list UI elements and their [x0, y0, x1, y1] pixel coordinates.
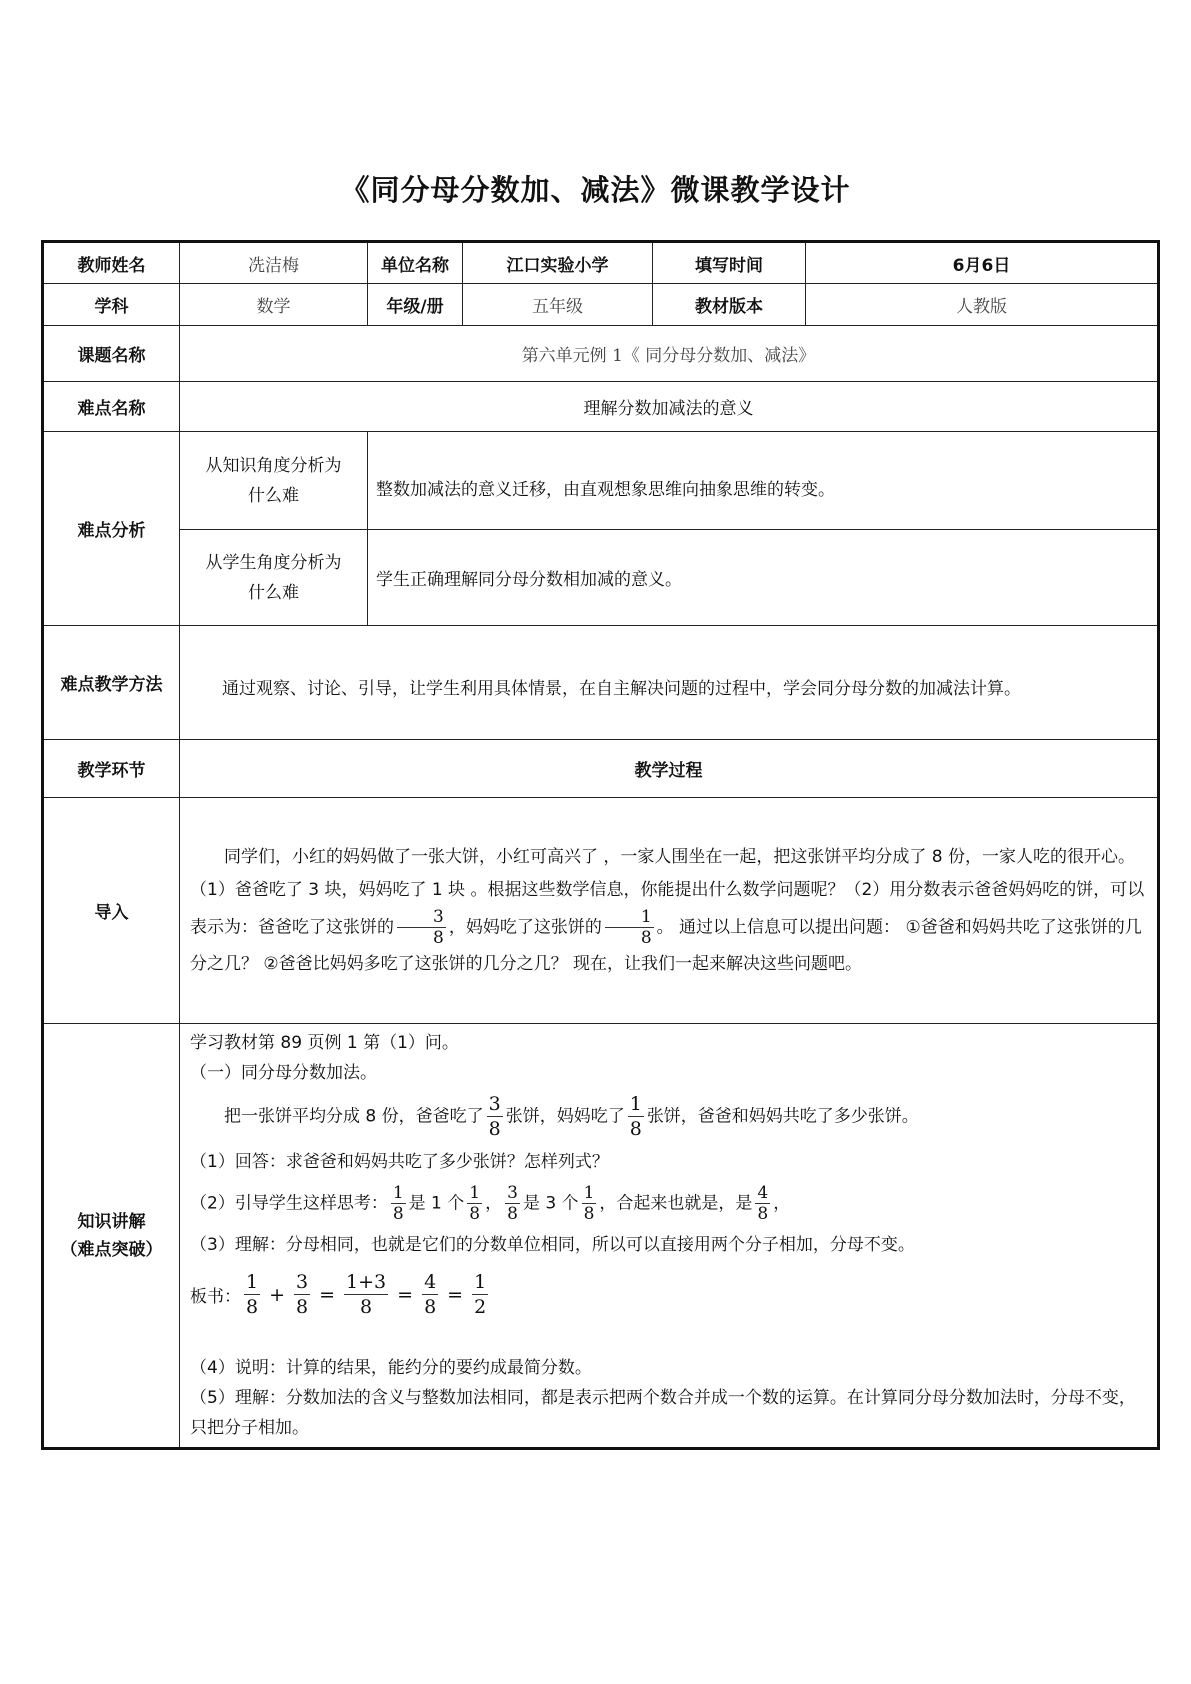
intro-row: [43, 798, 1159, 1024]
lesson-design-table: [41, 240, 1160, 1450]
fraction: $\frac{1}{8}$: [629, 1093, 642, 1140]
step-4: （4）说明：计算的结果，能约分的要约成最简分数。: [190, 1358, 592, 1378]
fraction-1-8: $\frac{1}{8}$: [605, 907, 654, 948]
step-2: （2）引导学生这样思考： $\frac{1}{8}$ 是 1 个 $\frac{1}{8}$ ， $\frac{3}{8}$ 是 3 个 $\frac{1}{8}$ ，合起来也就是，是 $\frac{4}{8}$ ，: [190, 1183, 791, 1224]
edition-value: 人教版: [806, 284, 1159, 326]
board-label: 板书：: [190, 1287, 241, 1307]
difficulty-label: 难点名称: [43, 382, 180, 432]
intro-label: 导入: [43, 798, 180, 1024]
subject-value: 数学: [180, 284, 368, 326]
time-label: 填写时间: [653, 242, 806, 284]
knowledge-angle-value: 整数加减法的意义迁移，由直观想象思维向抽象思维的转变。: [368, 432, 1159, 530]
grade-label: 年级/册: [368, 284, 463, 326]
board-fraction: $\frac{4}{8}$: [424, 1271, 437, 1318]
board-writing: [190, 1270, 1147, 1319]
unit-label: 单位名称: [368, 242, 463, 284]
method-row: [43, 626, 1159, 740]
topic-label: 课题名称: [43, 326, 180, 382]
fraction: $\frac{1}{8}$: [469, 1183, 481, 1224]
document-title: 《同分母分数加、减法》微课教学设计: [340, 173, 851, 207]
topic-value: 第六单元例 1《 同分母分数加、减法》: [180, 326, 1159, 382]
process-step-label: 教学环节: [43, 740, 180, 798]
info-row-2: [43, 284, 1159, 326]
board-fraction: $\frac{1}{8}$: [246, 1271, 259, 1318]
fraction-3-8: $\frac{3}{8}$: [397, 907, 446, 948]
teacher-value: 冼洁梅: [180, 242, 368, 284]
board-fraction: $\frac{3}{8}$: [296, 1271, 309, 1318]
grade-value: 五年级: [463, 284, 653, 326]
fraction: $\frac{1}{8}$: [392, 1183, 404, 1224]
lecture-question: 把一张饼平均分成 8 份，爸爸吃了 $\frac{3}{8}$ 张饼，妈妈吃了 $\frac{1}{8}$ 张饼，爸爸和妈妈共吃了多少张饼。: [224, 1093, 919, 1140]
step-1: （1）回答：求爸爸和妈妈共吃了多少张饼？怎样列式？: [190, 1152, 609, 1172]
intro-text-part1: 同学们，小红的妈妈做了一张大饼，小红可高兴了 ，一家人围坐在一起，把这张饼平均分成了 8 份，一家人吃的很开心。（1）爸爸吃了 3 块，妈妈吃了 1 块 。根据这些数学信息，你能提出什么数学问题呢？（2）用分数表示爸爸妈妈吃的饼，可以表示为：爸爸吃了这张饼的: [190, 846, 1145, 937]
equals-sign: =: [447, 1283, 464, 1306]
board-fraction: $\frac{1+3}{8}$: [346, 1271, 387, 1318]
board-fraction: $\frac{1}{2}$: [474, 1271, 487, 1318]
equals-sign: =: [319, 1283, 336, 1306]
analysis-label: 难点分析: [43, 432, 180, 626]
info-row-1: [43, 242, 1159, 284]
difficulty-value: 理解分数加减法的意义: [180, 382, 1159, 432]
knowledge-angle-label: 从知识角度分析为什么难: [180, 432, 368, 530]
process-header-row: [43, 740, 1159, 798]
teacher-label: 教师姓名: [43, 242, 180, 284]
lecture-row: [43, 1024, 1159, 1449]
topic-row: [43, 326, 1159, 382]
lecture-label: 知识讲解: [77, 1211, 146, 1232]
student-angle-value: 学生正确理解同分母分数相加减的意义。: [368, 530, 1159, 626]
analysis-row-knowledge: [43, 432, 1159, 530]
method-text: 通过观察、讨论、引导，让学生利用具体情景，在自主解决问题的过程中，学会同分母分数的加减法计算。: [222, 678, 1021, 699]
lecture-line-section: （一）同分母分数加法。: [190, 1063, 377, 1083]
intro-text-part3: 。 通过以上信息可以提出问题： ①爸爸和妈妈共吃了这张饼的几分之几？ ②爸爸比妈妈多吃了这张饼的几分之几？ 现在，让我们一起来解决这些问题吧。: [190, 917, 1142, 974]
lecture-line-textbook: 学习教材第 89 页例 1 第（1）问。: [190, 1033, 459, 1053]
intro-text: [190, 841, 1147, 981]
analysis-row-student: [43, 530, 1159, 626]
student-angle-label: 从学生角度分析为什么难: [180, 530, 368, 626]
fraction: $\frac{1}{8}$: [583, 1183, 595, 1224]
lecture-sublabel: （难点突破）: [60, 1239, 163, 1260]
process-header: 教学过程: [180, 740, 1159, 798]
difficulty-row: [43, 382, 1159, 432]
fraction: $\frac{3}{8}$: [488, 1093, 501, 1140]
equals-sign: =: [397, 1283, 414, 1306]
fraction: $\frac{3}{8}$: [507, 1183, 518, 1224]
unit-value: 江口实验小学: [463, 242, 653, 284]
subject-label: 学科: [43, 284, 180, 326]
intro-text-part2: ，妈妈吃了这张饼的: [448, 917, 602, 937]
step-3: （3）理解：分母相同，也就是它们的分数单位相同，所以可以直接用两个分子相加，分母不变。: [190, 1235, 915, 1255]
method-label: 难点教学方法: [43, 626, 180, 740]
edition-label: 教材版本: [653, 284, 806, 326]
time-value: 6月6日: [806, 242, 1159, 284]
step-5: （5）理解：分数加法的含义与整数加法相同，都是表示把两个数合并成一个数的运算。在计算同分母分数加法时，分母不变，只把分子相加。: [190, 1388, 1136, 1438]
fraction: $\frac{4}{8}$: [757, 1183, 769, 1224]
plus-sign: +: [269, 1283, 286, 1306]
